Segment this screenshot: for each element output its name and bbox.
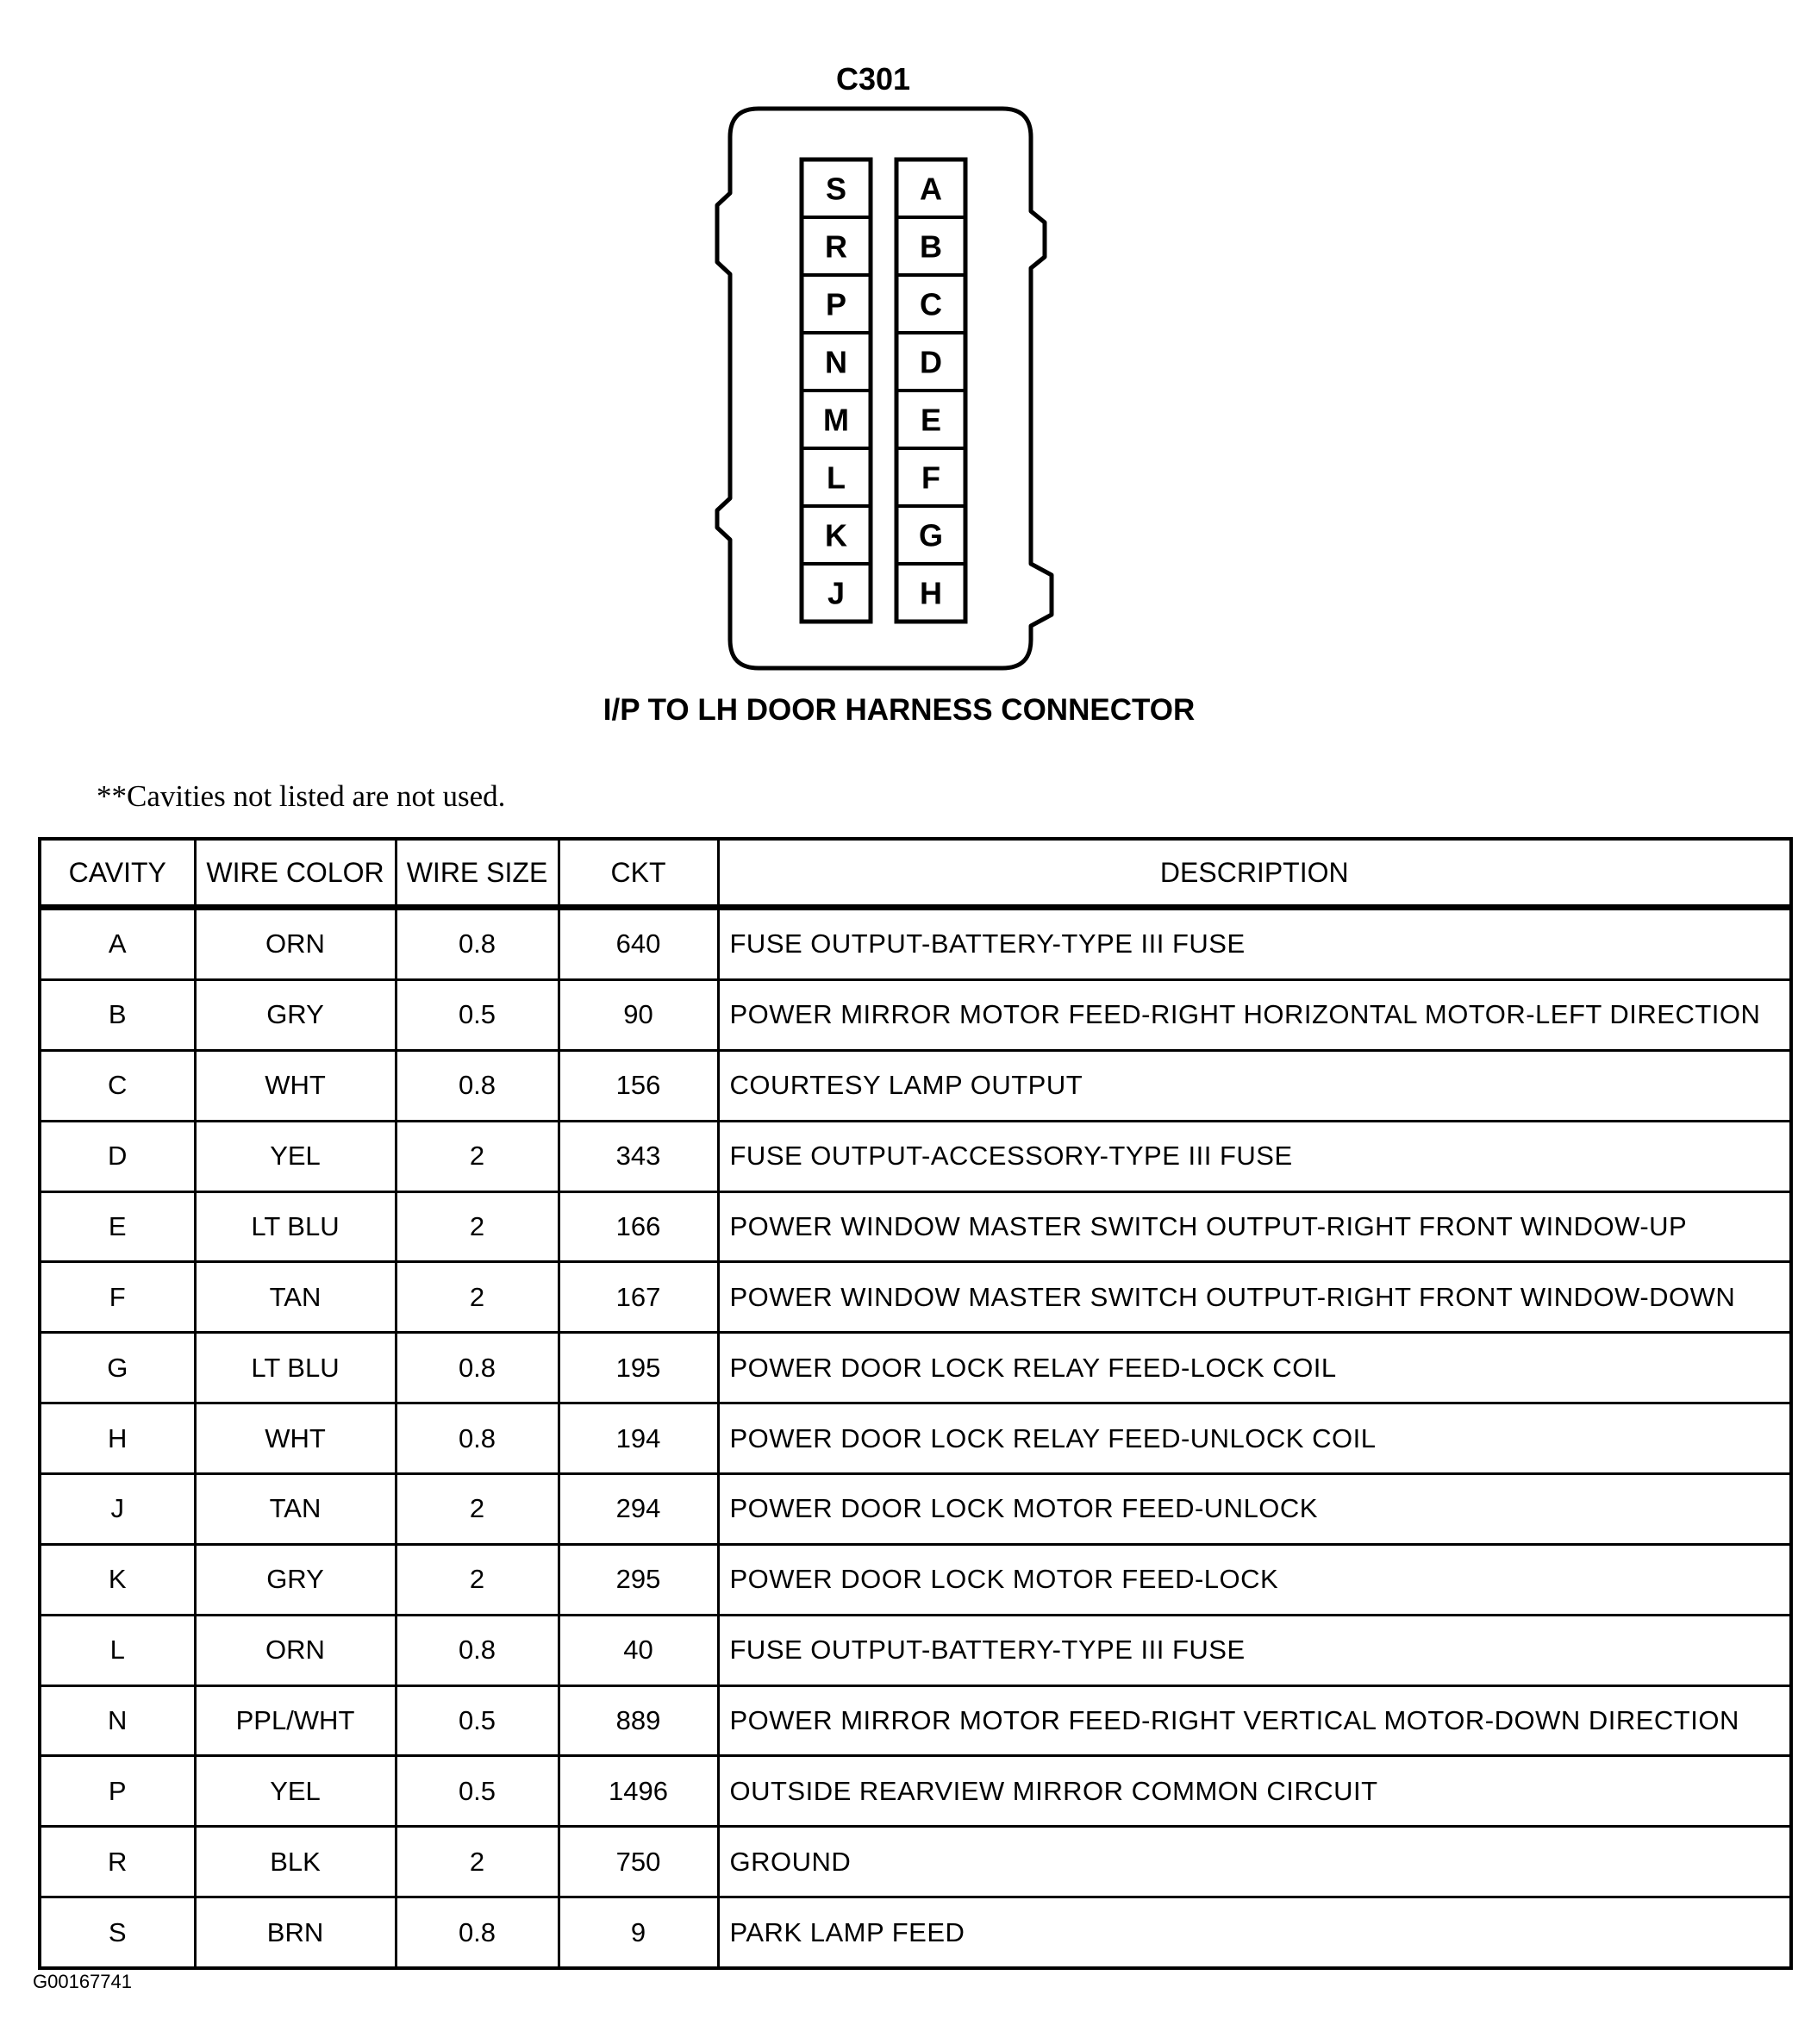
cavity-column-right	[896, 159, 965, 622]
wire-color-cell: BLK	[195, 1827, 396, 1897]
wire-size-cell: 0.8	[396, 1615, 559, 1685]
wire-size-cell: 0.8	[396, 1050, 559, 1121]
ckt-cell: 9	[559, 1897, 718, 1968]
wire-size-cell: 0.8	[396, 1403, 559, 1474]
connector-housing-outline	[717, 109, 1052, 668]
ckt-cell: 889	[559, 1685, 718, 1756]
wire-size-cell: 2	[396, 1121, 559, 1191]
table-row	[40, 1191, 1791, 1262]
cavity-label-s: S	[825, 171, 847, 207]
table-header-row	[40, 839, 1791, 908]
connector-diagram	[0, 0, 1817, 776]
wire-size-cell: 0.8	[396, 1333, 559, 1403]
wire-size-cell: 2	[396, 1191, 559, 1262]
cavity-label-r: R	[825, 228, 847, 265]
ckt-cell: 167	[559, 1262, 718, 1333]
wire-color-cell: ORN	[195, 1615, 396, 1685]
ckt-cell: 294	[559, 1473, 718, 1544]
cavity-label-b: B	[920, 228, 942, 265]
cavity-cell: R	[40, 1827, 195, 1897]
cavity-label-a: A	[920, 171, 942, 207]
table-row	[40, 1050, 1791, 1121]
ckt-cell: 90	[559, 979, 718, 1050]
wire-color-cell: PPL/WHT	[195, 1685, 396, 1756]
wire-color-cell: TAN	[195, 1262, 396, 1333]
connector-caption: I/P TO LH DOOR HARNESS CONNECTOR	[603, 693, 1196, 727]
ckt-cell: 343	[559, 1121, 718, 1191]
table-row	[40, 1403, 1791, 1474]
cavity-cell: K	[40, 1544, 195, 1615]
description-cell: POWER DOOR LOCK RELAY FEED-LOCK COIL	[718, 1333, 1791, 1403]
table-row	[40, 1473, 1791, 1544]
wire-color-cell: WHT	[195, 1403, 396, 1474]
header-ckt: CKT	[559, 839, 718, 908]
wire-size-cell: 0.8	[396, 908, 559, 980]
wire-size-cell: 2	[396, 1262, 559, 1333]
cavity-label-j: J	[827, 575, 846, 611]
wire-color-cell: LT BLU	[195, 1333, 396, 1403]
description-cell: POWER DOOR LOCK MOTOR FEED-LOCK	[718, 1544, 1791, 1615]
wire-color-cell: GRY	[195, 979, 396, 1050]
header-description: DESCRIPTION	[718, 839, 1791, 908]
cavity-cell: G	[40, 1333, 195, 1403]
wire-color-cell: GRY	[195, 1544, 396, 1615]
connector-name: C301	[835, 61, 911, 97]
description-cell: PARK LAMP FEED	[718, 1897, 1791, 1968]
wire-color-cell: LT BLU	[195, 1191, 396, 1262]
wire-size-cell: 0.5	[396, 1685, 559, 1756]
table-row	[40, 1121, 1791, 1191]
cavity-cell: P	[40, 1756, 195, 1827]
ckt-cell: 750	[559, 1827, 718, 1897]
wire-color-cell: WHT	[195, 1050, 396, 1121]
ckt-cell: 295	[559, 1544, 718, 1615]
cavity-label-d: D	[920, 344, 942, 380]
wire-color-cell: TAN	[195, 1473, 396, 1544]
table-row	[40, 1897, 1791, 1968]
cavity-cell: S	[40, 1897, 195, 1968]
figure-id: G00167741	[33, 1971, 132, 1992]
cavity-cell: F	[40, 1262, 195, 1333]
table-row	[40, 979, 1791, 1050]
cavity-label-e: E	[920, 402, 942, 438]
description-cell: FUSE OUTPUT-ACCESSORY-TYPE III FUSE	[718, 1121, 1791, 1191]
wire-size-cell: 2	[396, 1827, 559, 1897]
ckt-cell: 40	[559, 1615, 718, 1685]
cavity-label-n: N	[825, 344, 847, 380]
cavity-cell: L	[40, 1615, 195, 1685]
ckt-cell: 640	[559, 908, 718, 980]
wire-color-cell: YEL	[195, 1121, 396, 1191]
cavity-label-k: K	[825, 517, 847, 553]
cavity-cell: D	[40, 1121, 195, 1191]
description-cell: OUTSIDE REARVIEW MIRROR COMMON CIRCUIT	[718, 1756, 1791, 1827]
ckt-cell: 166	[559, 1191, 718, 1262]
ckt-cell: 195	[559, 1333, 718, 1403]
header-wire-size: WIRE SIZE	[396, 839, 559, 908]
description-cell: FUSE OUTPUT-BATTERY-TYPE III FUSE	[718, 908, 1791, 980]
cavity-cell: B	[40, 979, 195, 1050]
cavity-cell: E	[40, 1191, 195, 1262]
cavity-label-l: L	[827, 459, 846, 496]
description-cell: POWER MIRROR MOTOR FEED-RIGHT HORIZONTAL MOTOR-LEFT DIRECTION	[718, 979, 1791, 1050]
cavity-column-left	[802, 159, 871, 622]
header-wire-color: WIRE COLOR	[195, 839, 396, 908]
ckt-cell: 1496	[559, 1756, 718, 1827]
cavity-cell: H	[40, 1403, 195, 1474]
cavity-cell: N	[40, 1685, 195, 1756]
table-row	[40, 1262, 1791, 1333]
wire-size-cell: 2	[396, 1544, 559, 1615]
description-cell: GROUND	[718, 1827, 1791, 1897]
description-cell: COURTESY LAMP OUTPUT	[718, 1050, 1791, 1121]
description-cell: POWER WINDOW MASTER SWITCH OUTPUT-RIGHT FRONT WINDOW-UP	[718, 1191, 1791, 1262]
description-cell: POWER MIRROR MOTOR FEED-RIGHT VERTICAL MOTOR-DOWN DIRECTION	[718, 1685, 1791, 1756]
wire-size-cell: 0.5	[396, 979, 559, 1050]
cavity-label-h: H	[920, 575, 942, 611]
table-row	[40, 1827, 1791, 1897]
description-cell: POWER DOOR LOCK MOTOR FEED-UNLOCK	[718, 1473, 1791, 1544]
ckt-cell: 156	[559, 1050, 718, 1121]
table-row	[40, 1333, 1791, 1403]
table-row	[40, 1544, 1791, 1615]
cavity-label-f: F	[921, 459, 940, 496]
description-cell: POWER DOOR LOCK RELAY FEED-UNLOCK COIL	[718, 1403, 1791, 1474]
wire-color-cell: YEL	[195, 1756, 396, 1827]
wire-size-cell: 0.5	[396, 1756, 559, 1827]
cavity-cell: C	[40, 1050, 195, 1121]
table-row	[40, 1756, 1791, 1827]
cavity-label-p: P	[825, 286, 847, 322]
description-cell: FUSE OUTPUT-BATTERY-TYPE III FUSE	[718, 1615, 1791, 1685]
header-cavity: CAVITY	[40, 839, 195, 908]
cavity-label-g: G	[918, 517, 944, 553]
table-row	[40, 1685, 1791, 1756]
ckt-cell: 194	[559, 1403, 718, 1474]
cavity-label-m: M	[823, 402, 849, 438]
cavity-label-c: C	[920, 286, 942, 322]
table-row	[40, 908, 1791, 980]
description-cell: POWER WINDOW MASTER SWITCH OUTPUT-RIGHT FRONT WINDOW-DOWN	[718, 1262, 1791, 1333]
wire-size-cell: 0.8	[396, 1897, 559, 1968]
wire-color-cell: BRN	[195, 1897, 396, 1968]
table-row	[40, 1615, 1791, 1685]
unused-cavities-note: **Cavities not listed are not used.	[97, 779, 506, 813]
wire-color-cell: ORN	[195, 908, 396, 980]
pinout-table	[38, 837, 1793, 1970]
wire-size-cell: 2	[396, 1473, 559, 1544]
cavity-cell: J	[40, 1473, 195, 1544]
cavity-cell: A	[40, 908, 195, 980]
